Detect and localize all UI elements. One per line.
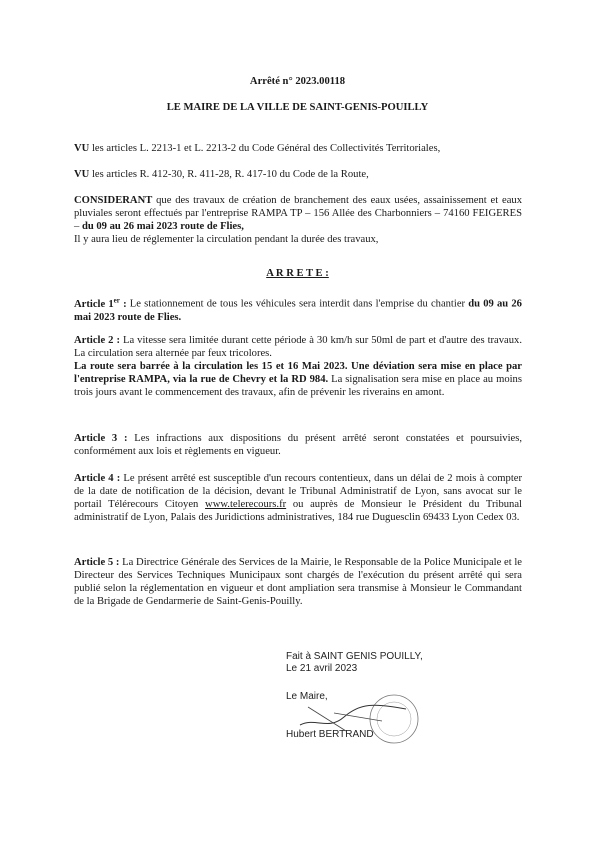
considerant-text: que des travaux de création de branchement des eaux usées, assainissement et eaux pluviales seront effectués par l'entreprise RAMPA TP – 156 Allée des Charbonniers – 74160 FEIGERES – (74, 195, 522, 232)
article-4-text: Le présent arrêté est susceptible d'un recours contentieux, dans un délai de 2 mois à compter de la date de notification de la décision, devant le Tribunal Administratif de Lyon, sans avocat sur le portail Télérecours Citoyen (74, 473, 522, 510)
signature-place: Fait à SAINT GENIS POUILLY, (286, 651, 423, 662)
article-2 (74, 334, 522, 399)
article-1-label: Article 1er : (74, 296, 127, 310)
article-2-label: Article 2 : (74, 335, 120, 346)
article-4-label: Article 4 : (74, 473, 121, 484)
article-2-closure: La route sera barrée à la circulation les 15 et 16 Mai 2023. Une déviation sera mise en place par l'entreprise RAMPA, via la rue de Chevry et la RD 984. (74, 361, 522, 385)
article-2-text2: La signalisation sera mise en place au moins trois jours avant le commencement des travaux, afin de prévenir les riverains en amont. (74, 374, 522, 398)
signature-role: Le Maire, (286, 691, 328, 702)
considerant-lead: CONSIDERANT (74, 195, 153, 206)
signature-name: Hubert BERTRAND (286, 729, 374, 740)
article-5 (74, 556, 522, 608)
article-5-text: La Directrice Générale des Services de la Mairie, le Responsable de la Police Municipale et le Directeur des Services Techniques Municipaux sont chargés de l'exécution du présent arrêté qui sera publié selon la réglementation en vigueur et dont ampliation sera transmise à Monsieur le Commandant de la Brigade de Gendarmerie de Saint-Genis-Pouilly. (74, 557, 523, 607)
vu-paragraph-1 (74, 142, 522, 155)
vu-text-1: les articles L. 2213-1 et L. 2213-2 du Code Général des Collectivités Territoriales, (89, 143, 441, 154)
vu-lead-1: VU (74, 143, 90, 154)
considerant-paragraph (74, 194, 522, 246)
article-1-dates: du 09 au 26 mai 2023 route de Flies. (74, 298, 522, 323)
vu-text-2: les articles R. 412-30, R. 411-28, R. 417-10 du Code de la Route, (89, 169, 369, 180)
handwritten-signature (300, 705, 406, 725)
article-1-text: Le stationnement de tous les véhicules sera interdit dans l'emprise du chantier (126, 298, 469, 310)
article-3 (74, 432, 522, 458)
arrete-number: Arrêté n° 2023.00118 (249, 76, 346, 87)
article-4 (74, 472, 522, 524)
maire-title: LE MAIRE DE LA VILLE DE SAINT-GENIS-POUILLY (166, 102, 429, 113)
article-3-text: Les infractions aux dispositions du présent arrêté seront constatées et poursuivies, conformément aux lois et règlements en vigueur. (74, 433, 522, 457)
article-5-label: Article 5 : (74, 557, 120, 568)
article-1 (74, 294, 522, 324)
article-2-text: La vitesse sera limitée durant cette période à 30 km/h sur 50ml de part et d'autre des travaux. La circulation sera alternée par feux tricolores. (74, 335, 522, 359)
considerant-dates: du 09 au 26 mai 2023 route de Flies, (81, 221, 244, 232)
arrete-heading-text: A R R E T E : (266, 268, 329, 279)
article-3-label: Article 3 : (74, 433, 128, 444)
article-1-sup: er (113, 296, 120, 304)
vu-lead-2: VU (74, 169, 90, 180)
arrete-heading (0, 267, 595, 280)
article-4-text2: ou auprès de Monsieur le Président du Tribunal administratif de Lyon, Palais des Juridictions administratives, 184 rue Duguesclin 69433 Lyon Cedex 03. (74, 499, 522, 523)
signature-date: Le 21 avril 2023 (286, 663, 358, 674)
considerant-line2: Il y aura lieu de réglementer la circulation pendant la durée des travaux, (74, 234, 379, 245)
telerecours-link[interactable]: www.telerecours.fr (205, 499, 287, 510)
handwritten-signature-stroke (308, 707, 382, 731)
vu-paragraph-2 (74, 168, 522, 181)
